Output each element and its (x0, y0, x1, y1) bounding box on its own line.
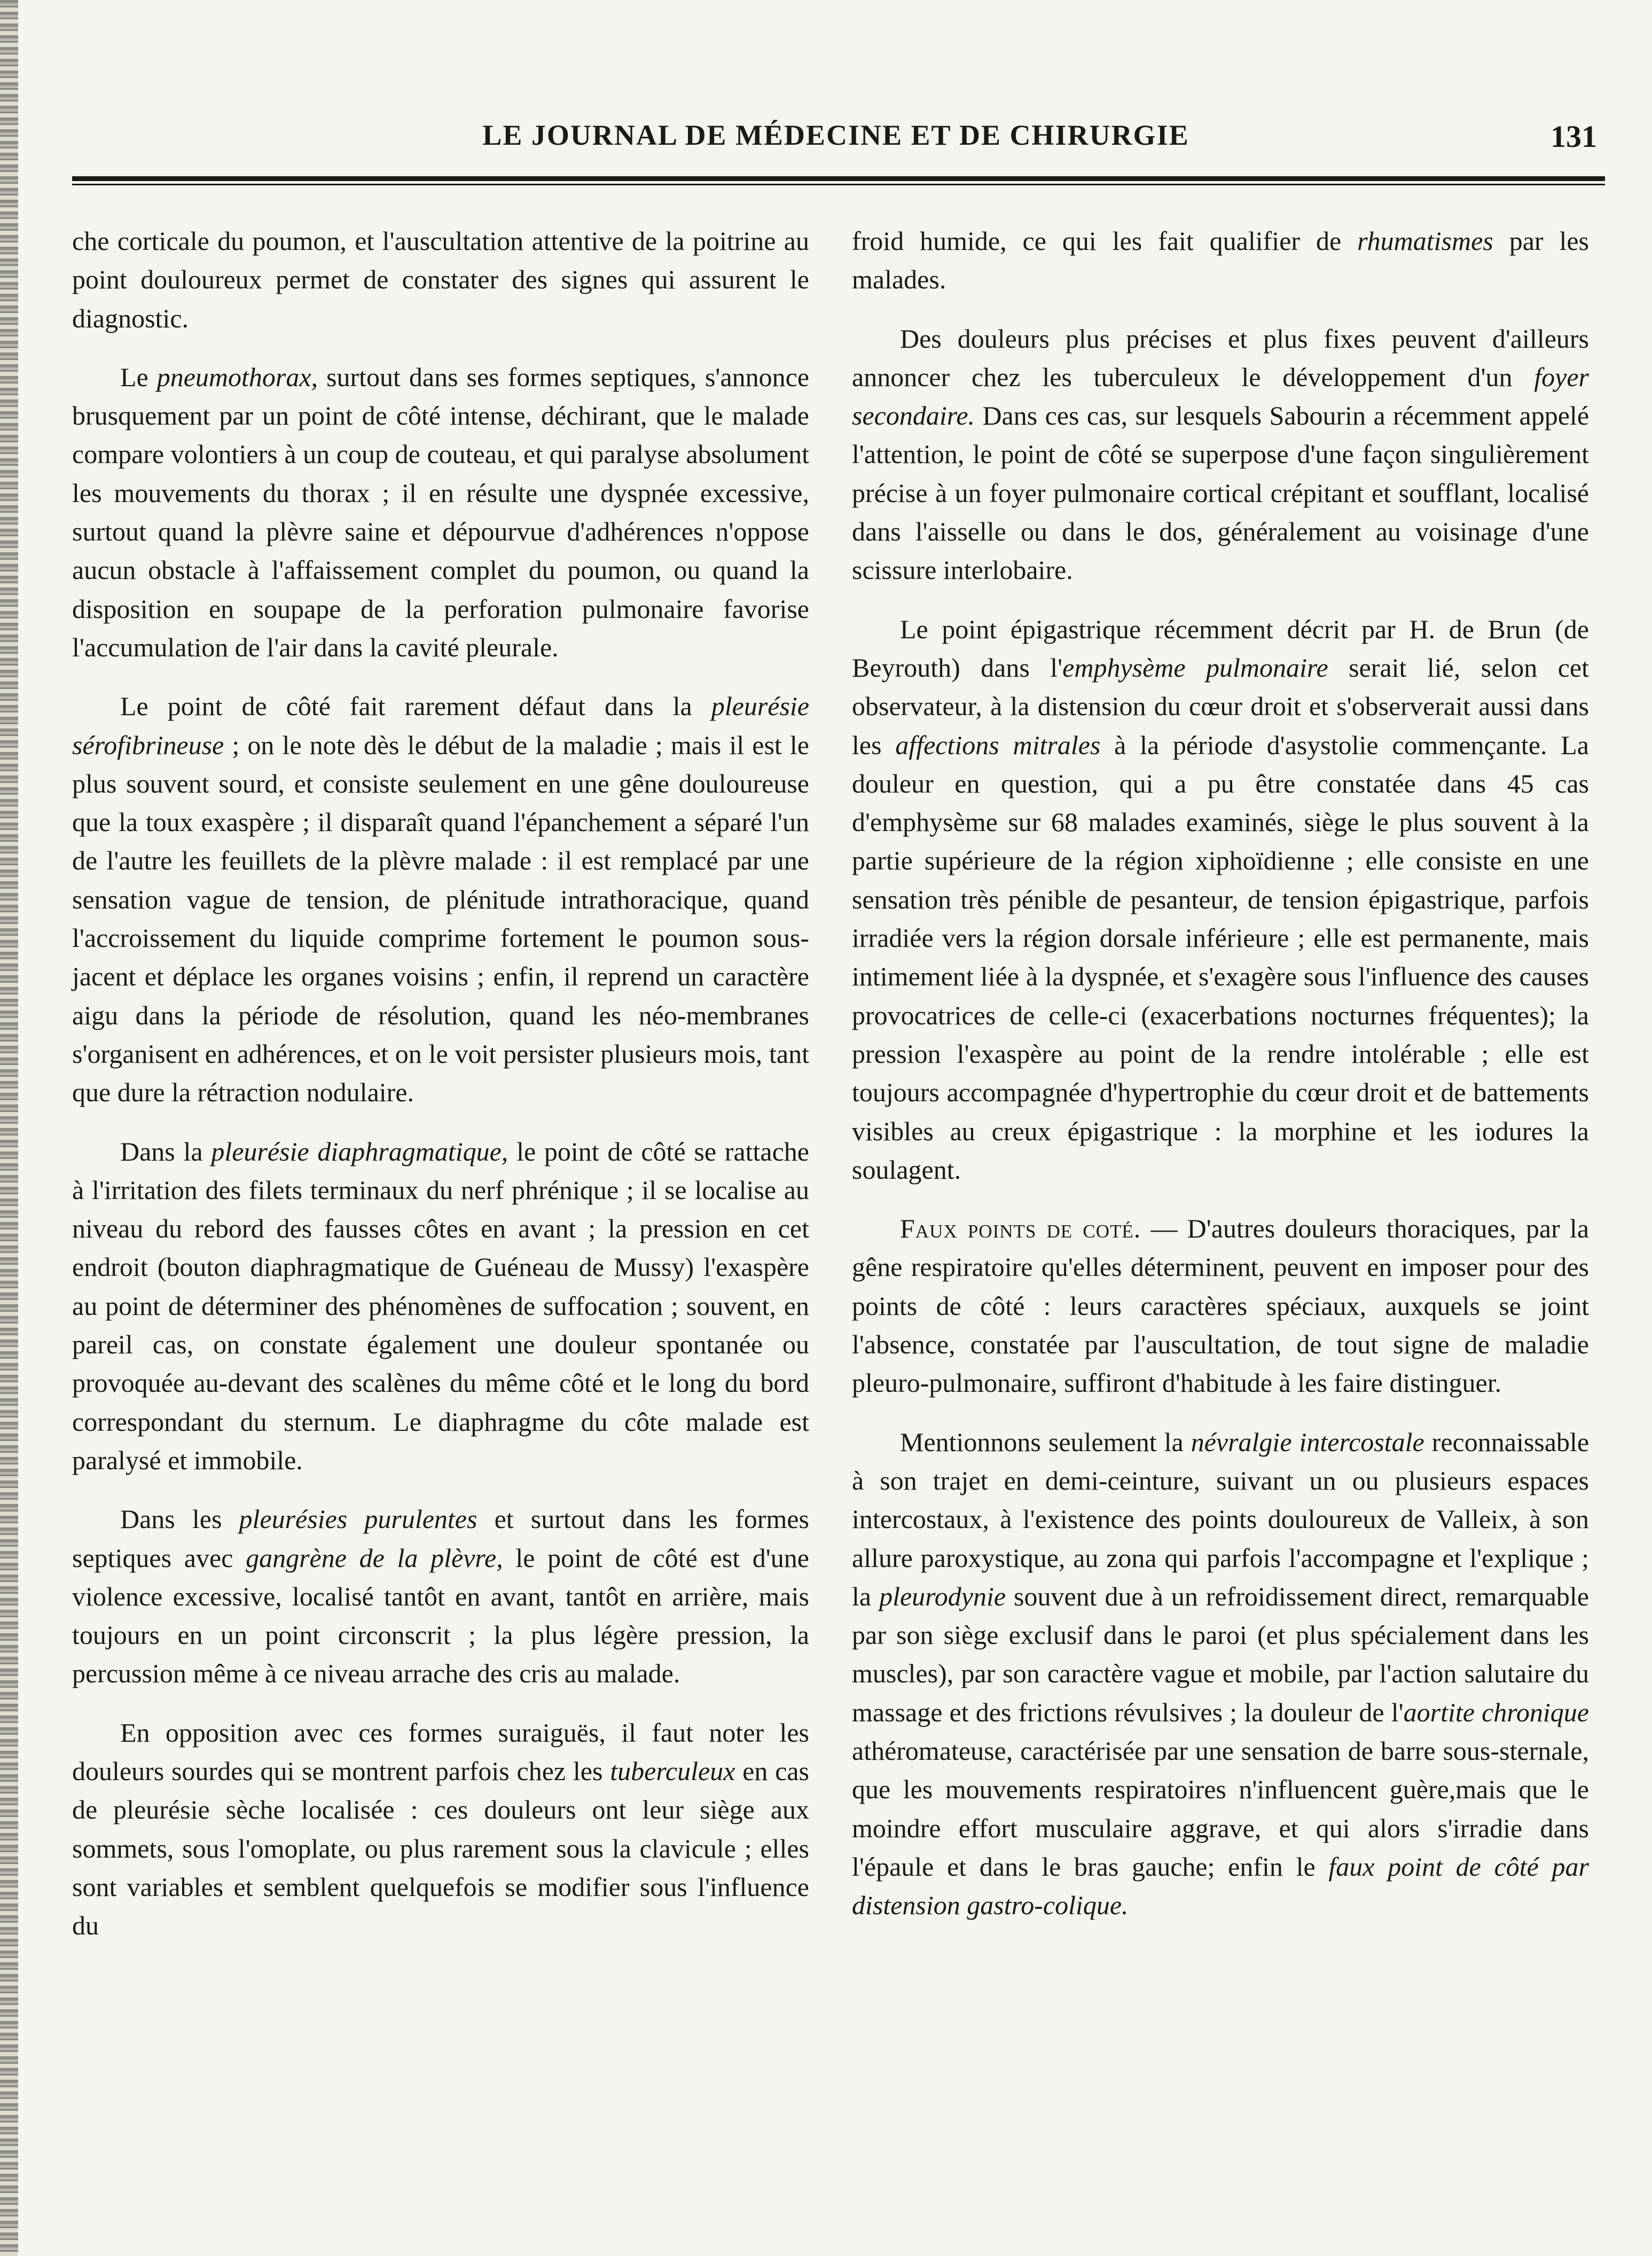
term: pleurodynie (879, 1581, 1006, 1611)
text: Dans ces cas, sur lesquels Sabourin a récemment appelé l'attention, le point de côté se superpose d'une façon singulièrement précise à un foyer pulmonaire cortical crépitant et soufflant, localisé dans l'aisselle ou dans le dos, généralement au voisinage d'une scissure interlobaire. (852, 401, 1590, 585)
text: et surtout dans les formes septiques avec (72, 1504, 809, 1573)
text: che corticale du poumon, et l'auscultation attentive de la poitrine au point douloureux permet de constater des signes qui assurent le diagnostic. (72, 226, 809, 333)
text: par les malades. (852, 226, 1590, 295)
paragraph (72, 1132, 809, 1480)
text: Le (120, 362, 148, 392)
term: pleurésie sérofibrineuse (72, 691, 810, 760)
text: — D'autres douleurs thoraciques, par la gêne respiratoire qu'elles déterminent, peuvent en imposer pour des points de côté : leurs caractères spéciaux, auxquels se joint l'absence, constatée par l'auscultation, de tout signe de maladie pleuro-pulmonaire, suffiront d'habitude à les faire distinguer. (852, 1213, 1590, 1398)
right-column (852, 222, 1589, 1945)
text: serait lié, selon cet observateur, à la distension du cœur droit et s'observerait aussi dans les (852, 652, 1589, 760)
text: athéromateuse, caractérisée par une sensation de barre sous-sternale, que les mouvements respiratoires n'influencent guère,mais que le moindre effort musculaire aggrave, et qui alors s'irradie dans l'épaule et dans le bras gauche; enfin le (852, 1735, 1589, 1882)
text: froid humide, ce qui les fait qualifier de (852, 226, 1342, 256)
text: Mentionnons seulement la (900, 1427, 1184, 1457)
left-column (72, 222, 809, 1965)
text: Des douleurs plus précises et plus fixes peuvent d'ailleurs annoncer chez les tuberculeux le développement d'un (852, 323, 1589, 392)
text: reconnaissable à son trajet en demi-ceinture, suivant un ou plusieurs espaces intercostaux, à l'existence des points douloureux de Valleix, à son allure paroxystique, au zona qui parfois l'accompagne et l'explique ; la (852, 1427, 1590, 1611)
text: ; on le note dès le début de la maladie ; mais il est le plus souvent sourd, et consiste seulement en une gêne douloureuse que la toux exaspère ; il disparaît quand l'épanchement a séparé l'un de l'autre les feuillets de la plèvre malade : il est remplacé par une sensation vague de tension, de plénitude intrathoracique, quand l'accroissement du liquide comprime fortement le poumon sous-jacent et déplace les organes voisins ; enfin, il reprend un caractère aigu dans la période de résolution, quand les néo-membranes s'organisent en adhérences, et on le voit persister plusieurs mois, tant que dure la rétraction nodulaire. (72, 730, 810, 1108)
page-number: 131 (1551, 119, 1597, 154)
paragraph (852, 222, 1589, 299)
term: tuberculeux (610, 1756, 735, 1786)
term: pneumothorax, (156, 362, 318, 392)
text: surtout dans ses formes septiques, s'annonce brusquement par un point de côté intense, déchirant, que le malade compare volontiers à un coup de couteau, et qui paralyse absolument les mouvements du thorax ; il en résulte une dyspnée excessive, surtout quand la plèvre saine et dépourvue d'adhérences n'oppose aucun obstacle à l'affaissement complet du poumon, ou quand la disposition en soupape de la perforation pulmonaire favorise l'accumulation de l'air dans la cavité pleurale. (72, 362, 810, 662)
term: foyer secondaire. (852, 362, 1589, 431)
text: Dans la (120, 1136, 203, 1166)
paragraph (72, 222, 809, 338)
page-header (75, 119, 1597, 161)
term: emphysème pulmonaire (1062, 652, 1328, 683)
term: pleurésie diaphragmatique, (211, 1136, 508, 1166)
running-title: LE JOURNAL DE MÉDECINE ET DE CHIRURGIE (482, 119, 1189, 151)
paragraph (72, 687, 809, 1111)
term: névralgie intercostale (1191, 1427, 1424, 1457)
paragraph (852, 1209, 1589, 1402)
header-rule-thin (72, 184, 1605, 185)
paragraph (72, 358, 809, 667)
text: le point de côté est d'une violence excessive, localisé tantôt en avant, tantôt en arrière, mais toujours en un point circonscrit ; la plus légère pression, la percussion même à ce niveau arrache des cris au malade. (72, 1542, 809, 1689)
paragraph (852, 319, 1589, 590)
text: Dans les (120, 1504, 222, 1534)
page-spine-edge (0, 0, 18, 2256)
term: pleurésies purulentes (239, 1504, 477, 1534)
term: gangrène de la plèvre, (246, 1542, 503, 1573)
text: en cas de pleurésie sèche localisée : ces douleurs ont leur siège aux sommets, sous l'omoplate, ou plus rarement sous la clavicule ; elles sont variables et semblent quelquefois se modifier sous l'influence du (72, 1756, 809, 1941)
text: Le point de côté fait rarement défaut dans la (120, 691, 692, 722)
term: rhumatismes (1357, 226, 1493, 256)
text: Le point épigastrique récemment décrit par H. de Brun (de Beyrouth) dans l' (852, 614, 1589, 683)
text: à la période d'asystolie commençante. La douleur en question, qui a pu être constatée dans 45 cas d'emphysème sur 68 malades examinés, siège le plus souvent à la partie supérieure de la région xiphoïdienne ; elle consiste en une sensation très pénible de pesanteur, de tension épigastrique, parfois irradiée vers la région dorsale inférieure ; elle est permanente, mais intimement liée à la dyspnée, et s'exagère sous l'influence des causes provocatrices de celle-ci (exacerbations nocturnes fréquentes); la pression l'exaspère au point de la rendre intolérable ; elle est toujours accompagnée d'hypertrophie du cœur droit et de battements visibles au creux épigastrique : la morphine et les iodures la soulagent. (852, 730, 1589, 1185)
term: affections mitrales (895, 730, 1101, 760)
term: faux point de côté par distension gastro-colique. (852, 1851, 1590, 1921)
term: aortite chronique (1403, 1697, 1589, 1727)
paragraph (72, 1713, 809, 1945)
paragraph (852, 1423, 1589, 1925)
header-rule-thick (72, 176, 1605, 181)
text: souvent due à un refroidissement direct, remarquable par son siège exclusif dans le paroi (et plus spécialement dans les muscles), par son caractère vague et mobile, par l'action salutaire du massage et des frictions révulsives ; la douleur de l' (852, 1581, 1590, 1727)
paragraph (852, 610, 1589, 1189)
section-heading: Faux points de coté. (900, 1213, 1141, 1244)
header-rule (72, 176, 1605, 188)
text: le point de côté se rattache à l'irritation des filets terminaux du nerf phrénique ; il se localise au niveau du rebord des fausses côtes en avant ; la pression en cet endroit (bouton diaphragmatique de Guéneau de Mussy) l'exaspère au point de déterminer des phénomènes de suffocation ; souvent, en pareil cas, on constate également une douleur spontanée ou provoquée au-devant des scalènes du même côté et le long du bord correspondant du sternum. Le diaphragme du côte malade est paralysé et immobile. (72, 1136, 809, 1475)
text: En opposition avec ces formes suraiguës, il faut noter les douleurs sourdes qui se montrent parfois chez les (72, 1717, 809, 1786)
paragraph (72, 1500, 809, 1693)
